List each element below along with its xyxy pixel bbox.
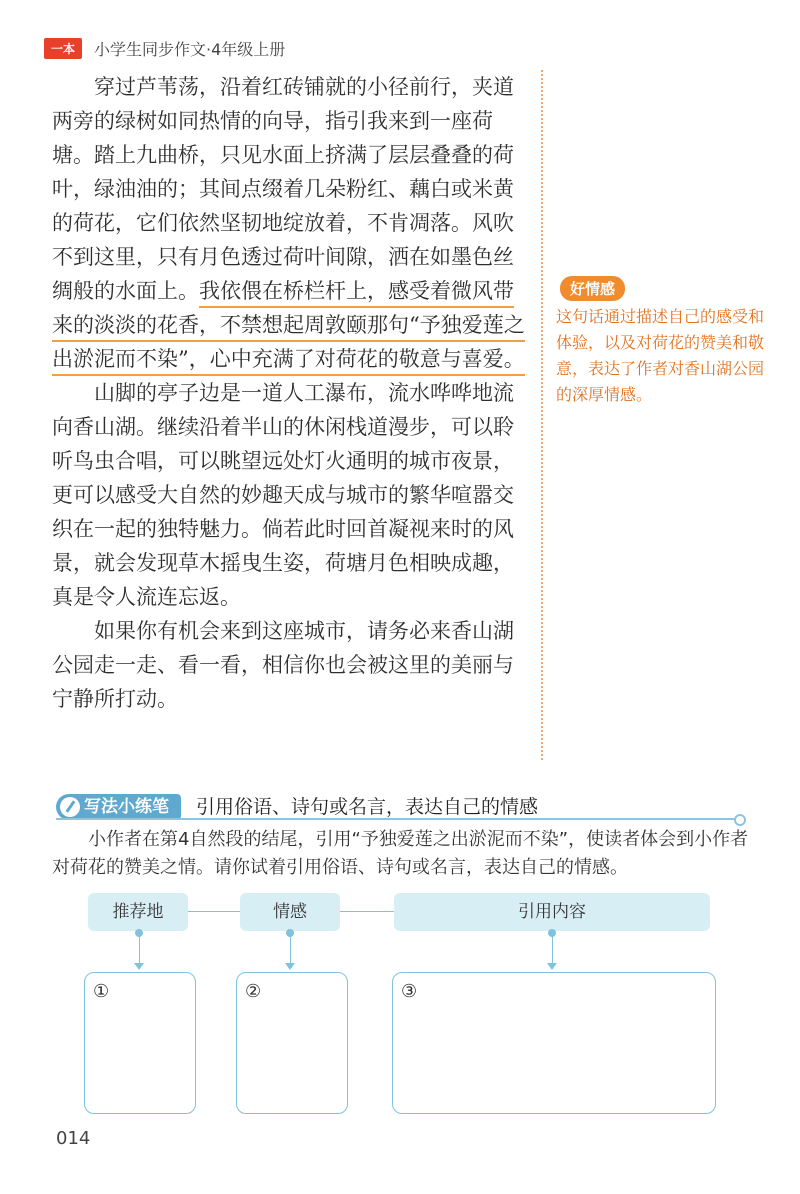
book-title: 小学生同步作文·4年级上册 <box>94 39 286 59</box>
answer-number-3: ③ <box>401 981 418 1002</box>
paragraph-1-text: 穿过芦苇荡，沿着红砖铺就的小径前行，夹道两旁的绿树如同热情的向导，指引我来到一座荷塘。踏上九曲桥，只见水面上挤满了层层叠叠的荷叶，绿油油的；其间点缀着几朵粉红、藕白或米黄的荷花，它们依然坚韧地绽放着，不肯凋落。风吹不到这里，只有月色透过荷叶间隙，洒在如墨色丝绸般的水面上。 <box>52 75 514 303</box>
connector-2 <box>340 911 394 912</box>
paragraph-3: 如果你有机会来到这座城市，请务必来香山湖公园走一走、看一看，相信你也会被这里的美丽与宁静所打动。 <box>52 619 514 711</box>
label-recommend-place-text: 推荐地 <box>112 902 164 922</box>
label-emotion <box>240 893 340 931</box>
arrow-3 <box>547 963 557 970</box>
brand-badge: 一本 <box>44 38 82 59</box>
arrow-line-2 <box>290 935 291 963</box>
practice-title: 引用俗语、诗句或名言，表达自己的情感 <box>196 796 539 818</box>
side-tag: 好情感 <box>560 276 625 301</box>
side-note: 这句话通过描述自己的感受和体验，以及对荷花的赞美和敬意，表达了作者对香山湖公园的深厚情感。 <box>556 307 765 404</box>
answer-box-2[interactable] <box>236 972 348 1114</box>
page-number: 014 <box>56 1128 91 1149</box>
practice-header <box>56 794 746 822</box>
pen-icon <box>60 797 80 817</box>
practice-instruction: 小作者在第4自然段的结尾，引用“予独爱莲之出淤泥而不染”，使读者体会到小作者对荷花的赞美之情。请你试着引用俗语、诗句或名言，表达自己的情感。 <box>52 829 749 878</box>
article-body <box>52 70 532 716</box>
page-header <box>44 34 285 62</box>
answer-box-3[interactable] <box>392 972 716 1114</box>
answer-number-1: ① <box>93 981 110 1002</box>
label-emotion-text: 情感 <box>273 902 307 922</box>
arrow-line-3 <box>552 935 553 963</box>
connector-1 <box>188 911 240 912</box>
practice-end-dot <box>734 814 746 826</box>
label-quote-content-text: 引用内容 <box>518 902 586 922</box>
practice-underline <box>56 818 741 820</box>
highlighted-sentence: 我依偎在桥栏杆上，感受着微风带来的淡淡的花香，不禁想起周敦颐那句“予独爱莲之出淤泥而不染”，心中充满了对荷花的敬意与喜爱。 <box>52 279 525 376</box>
practice-badge-label: 写法小练笔 <box>84 797 169 817</box>
arrow-2 <box>285 963 295 970</box>
label-recommend-place <box>88 893 188 931</box>
paragraph-1 <box>52 70 532 376</box>
practice-badge <box>56 794 181 820</box>
arrow-line-1 <box>139 935 140 963</box>
label-quote-content <box>394 893 710 931</box>
arrow-1 <box>134 963 144 970</box>
paragraph-2: 山脚的亭子边是一道人工瀑布，流水哗哗地流向香山湖。继续沿着半山的休闲栈道漫步，可以聆听鸟虫合唱，可以眺望远处灯火通明的城市夜景，更可以感受大自然的妙趣天成与城市的繁华喧嚣交织在一起的独特魅力。倘若此时回首凝视来时的风景，就会发现草木摇曳生姿，荷塘月色相映成趣，真是令人流连忘返。 <box>52 381 514 609</box>
answer-box-1[interactable] <box>84 972 196 1114</box>
answer-number-2: ② <box>245 981 262 1002</box>
margin-divider <box>541 70 543 760</box>
